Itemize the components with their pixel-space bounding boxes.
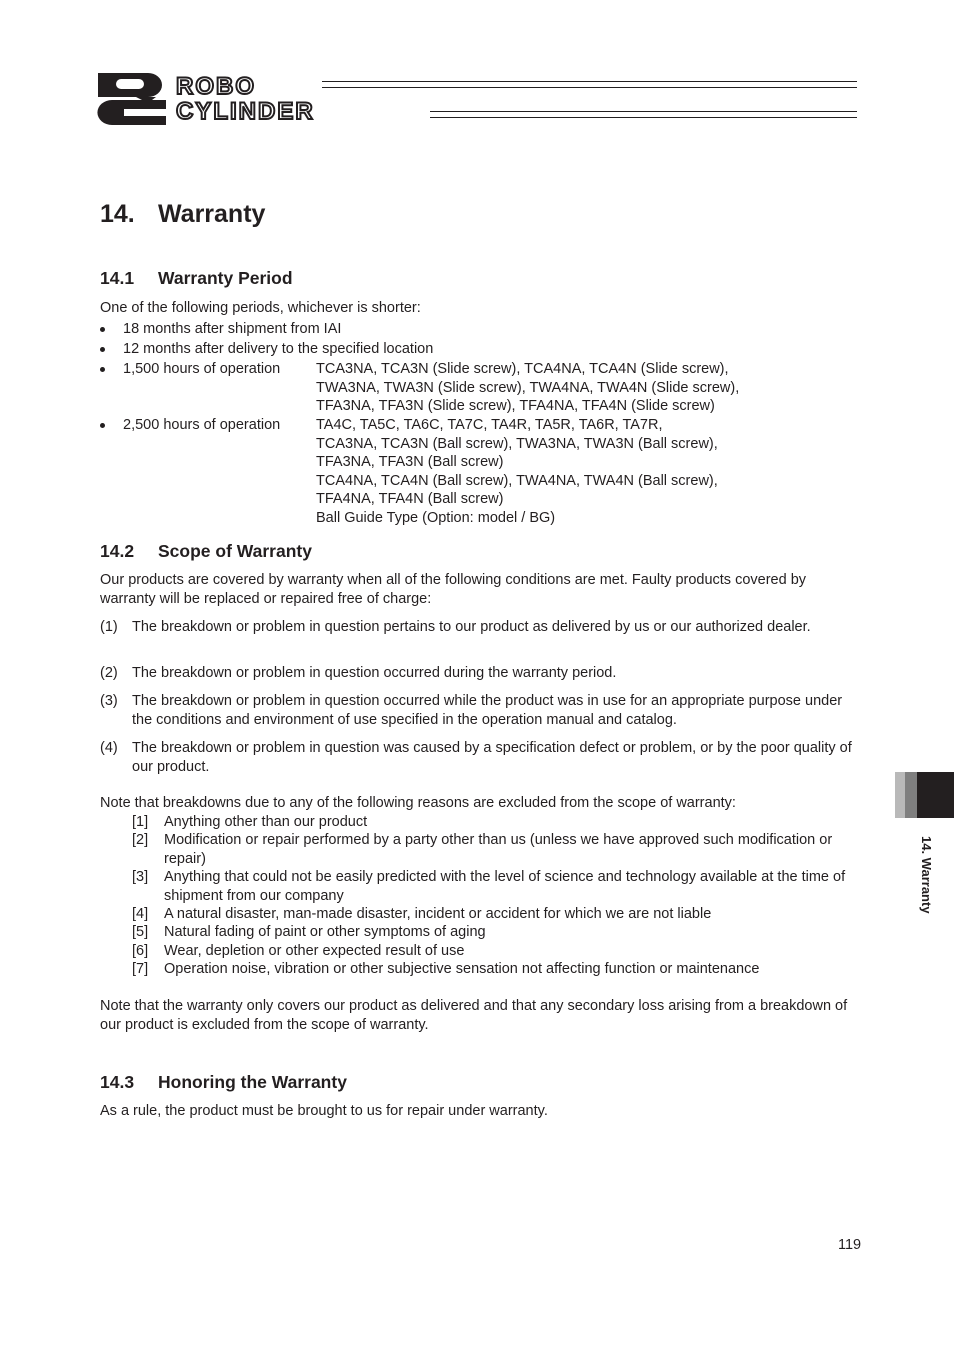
warranty-period-intro: One of the following periods, whichever is shorter: (100, 300, 421, 316)
bullet-text: 1,500 hours of operation (123, 361, 281, 377)
exclusion-text: Natural fading of paint or other symptoms of aging (164, 924, 486, 940)
logo-robo-text: ROBO (176, 73, 256, 100)
model-line: TA4C, TA5C, TA6C, TA7C, TA4R, TA5R, TA6R, TA7R, (316, 417, 663, 433)
section-number: 14.2 (100, 541, 135, 561)
section-heading-14-2 (100, 540, 312, 562)
condition-number: (1) (100, 619, 118, 635)
model-line: TCA4NA, TCA4N (Ball screw), TWA4NA, TWA4N (Ball screw), (316, 472, 718, 489)
logo-cylinder-text: CYLINDER (176, 98, 315, 125)
bullet-icon (100, 367, 105, 372)
header-rule-top (322, 81, 857, 88)
models-2500-hours (316, 416, 718, 527)
section-number: 14.3 (100, 1072, 135, 1092)
exclusion-number: [4] (132, 906, 149, 922)
bullet-text: 12 months after delivery to the specified location (123, 341, 434, 357)
page-number: 119 (838, 1237, 862, 1253)
bullet-icon (100, 423, 105, 428)
model-line: TFA3NA, TFA3N (Ball screw) (316, 454, 504, 470)
model-line: TWA3NA, TWA3N (Slide screw), TWA4NA, TWA4N (Slide screw), (316, 379, 740, 396)
side-tab-marker (917, 772, 954, 818)
condition-number: (2) (100, 665, 118, 681)
exclusion-text: Anything that could not be easily predicted with the level of science and technology available at the time of shipment from our company (164, 869, 846, 904)
section-heading-14-1 (100, 267, 293, 289)
section-title: Warranty Period (158, 268, 293, 288)
model-line: TFA3NA, TFA3N (Slide screw), TFA4NA, TFA4N (Slide screw) (316, 398, 715, 414)
exclusion-text: A natural disaster, man-made disaster, incident or accident for which we are not liable (164, 906, 712, 922)
models-1500-hours (316, 360, 739, 416)
exclusion-text: Wear, depletion or other expected result of use (164, 943, 465, 959)
exclusion-number: [2] (132, 832, 149, 848)
honoring-text: As a rule, the product must be brought to us for repair under warranty. (100, 1103, 548, 1119)
bullet-text: 18 months after shipment from IAI (123, 321, 342, 337)
exclusion-intro: Note that breakdowns due to any of the following reasons are excluded from the scope of warranty: (100, 795, 736, 811)
condition-number: (3) (100, 693, 118, 709)
model-line: TFA4NA, TFA4N (Ball screw) (316, 491, 504, 507)
condition-text: The breakdown or problem in question pertains to our product as delivered by us or our authorized dealer. (132, 619, 811, 635)
rc-logo-mark (96, 73, 172, 125)
section-title: Scope of Warranty (158, 541, 312, 561)
exclusion-number: [6] (132, 943, 149, 959)
bullet-text: 2,500 hours of operation (123, 417, 281, 433)
exclusion-number: [5] (132, 924, 149, 940)
section-title: Honoring the Warranty (158, 1072, 347, 1092)
exclusion-text: Modification or repair performed by a party other than us (unless we have approved such modification or repair) (164, 832, 833, 867)
header-rule-bottom (430, 111, 857, 118)
model-line: TCA3NA, TCA3N (Slide screw), TCA4NA, TCA4N (Slide screw), (316, 361, 729, 377)
condition-number: (4) (100, 740, 118, 756)
chapter-heading (100, 198, 265, 230)
exclusion-number: [1] (132, 814, 149, 830)
section-heading-14-3 (100, 1071, 347, 1093)
condition-text: The breakdown or problem in question was caused by a specification defect or problem, or by the poor quality of our product. (132, 740, 852, 775)
model-line: TCA3NA, TCA3N (Ball screw), TWA3NA, TWA3N (Ball screw), (316, 435, 718, 452)
section-number: 14.1 (100, 268, 135, 288)
side-tab-marker (905, 772, 917, 818)
chapter-title: Warranty (158, 200, 266, 228)
exclusion-number: [3] (132, 869, 149, 885)
exclusion-number: [7] (132, 961, 149, 977)
scope-intro: Our products are covered by warranty when all of the following conditions are met. Faulty products covered by warranty will be replaced or repaired free of charge: (100, 572, 807, 607)
bullet-icon (100, 347, 105, 352)
exclusion-text: Anything other than our product (164, 814, 368, 830)
bullet-icon (100, 327, 105, 332)
model-line: Ball Guide Type (Option: model / BG) (316, 509, 556, 526)
side-tab-label: 14. Warranty (919, 836, 934, 914)
condition-text: The breakdown or problem in question occurred during the warranty period. (132, 665, 617, 681)
condition-text: The breakdown or problem in question occurred while the product was in use for an appropriate purpose under the conditions and environment of use specified in the operation manual and catalog. (132, 693, 843, 728)
side-tab-marker (895, 772, 905, 818)
secondary-loss-note: Note that the warranty only covers our product as delivered and that any secondary loss arising from a breakdown of our product is excluded from the scope of warranty. (100, 998, 848, 1033)
exclusion-text: Operation noise, vibration or other subjective sensation not affecting function or maintenance (164, 961, 760, 977)
chapter-number: 14. (100, 200, 135, 228)
